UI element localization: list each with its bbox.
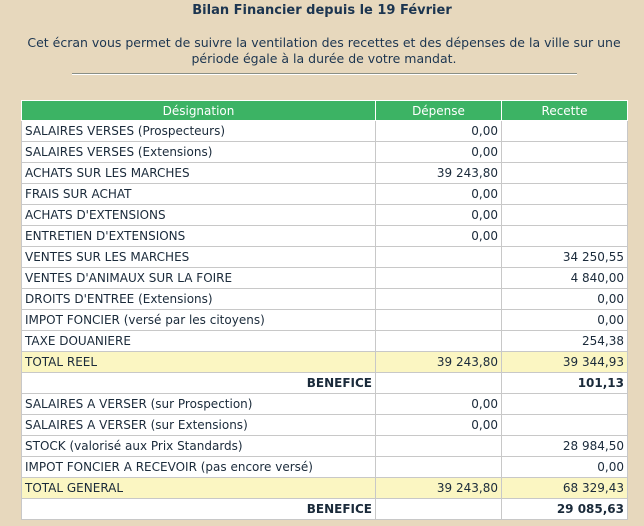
row-depense: 39 243,80 <box>376 478 502 499</box>
benefice-row <box>22 499 628 520</box>
row-recette <box>502 205 628 226</box>
row-label: IMPOT FONCIER (versé par les citoyens) <box>22 310 376 331</box>
row-depense <box>376 289 502 310</box>
row-label: VENTES D'ANIMAUX SUR LA FOIRE <box>22 268 376 289</box>
header-designation: Désignation <box>22 101 376 121</box>
table-row <box>22 226 628 247</box>
table-row <box>22 436 628 457</box>
table-row <box>22 205 628 226</box>
row-label: STOCK (valorisé aux Prix Standards) <box>22 436 376 457</box>
row-recette: 39 344,93 <box>502 352 628 373</box>
benefice-row <box>22 373 628 394</box>
row-label: SALAIRES A VERSER (sur Prospection) <box>22 394 376 415</box>
table-row <box>22 268 628 289</box>
row-label: TAXE DOUANIERE <box>22 331 376 352</box>
header-depense: Dépense <box>376 101 502 121</box>
row-label: SALAIRES VERSES (Prospecteurs) <box>22 121 376 142</box>
table-row <box>22 415 628 436</box>
total-general-row <box>22 478 628 499</box>
row-depense: 39 243,80 <box>376 163 502 184</box>
table-header-row <box>22 101 628 121</box>
row-label: ACHATS SUR LES MARCHES <box>22 163 376 184</box>
row-recette <box>502 226 628 247</box>
row-label: DROITS D'ENTREE (Extensions) <box>22 289 376 310</box>
row-depense: 0,00 <box>376 184 502 205</box>
table-row <box>22 331 628 352</box>
table-row <box>22 457 628 478</box>
table-row <box>22 163 628 184</box>
row-recette: 254,38 <box>502 331 628 352</box>
total-reel-row <box>22 352 628 373</box>
row-recette <box>502 184 628 205</box>
row-label: VENTES SUR LES MARCHES <box>22 247 376 268</box>
row-depense <box>376 310 502 331</box>
row-recette <box>502 142 628 163</box>
row-recette <box>502 163 628 184</box>
row-label: TOTAL REEL <box>22 352 376 373</box>
row-depense <box>376 268 502 289</box>
intro-line-1: Cet écran vous permet de suivre la ventilation des recettes et des dépenses de la ville sur une <box>27 35 621 50</box>
row-depense: 0,00 <box>376 226 502 247</box>
row-label: ENTRETIEN D'EXTENSIONS <box>22 226 376 247</box>
row-label: ACHATS D'EXTENSIONS <box>22 205 376 226</box>
row-label: SALAIRES A VERSER (sur Extensions) <box>22 415 376 436</box>
row-recette: 68 329,43 <box>502 478 628 499</box>
row-depense: 0,00 <box>376 121 502 142</box>
row-recette <box>502 394 628 415</box>
row-label: BENEFICE <box>22 499 376 520</box>
row-recette <box>502 415 628 436</box>
page-title: Bilan Financier depuis le 19 Février <box>192 3 452 18</box>
row-recette: 101,13 <box>502 373 628 394</box>
row-depense: 39 243,80 <box>376 352 502 373</box>
intro-line-2: période égale à la durée de votre mandat. <box>191 51 457 66</box>
financial-table <box>21 100 628 520</box>
row-depense <box>376 457 502 478</box>
table-row <box>22 184 628 205</box>
row-recette: 0,00 <box>502 289 628 310</box>
table-row <box>22 121 628 142</box>
row-depense: 0,00 <box>376 142 502 163</box>
row-depense: 0,00 <box>376 205 502 226</box>
row-label: SALAIRES VERSES (Extensions) <box>22 142 376 163</box>
row-recette <box>502 121 628 142</box>
table-row <box>22 310 628 331</box>
table-row <box>22 247 628 268</box>
row-label: IMPOT FONCIER A RECEVOIR (pas encore versé) <box>22 457 376 478</box>
row-recette: 4 840,00 <box>502 268 628 289</box>
row-depense <box>376 436 502 457</box>
row-depense <box>376 331 502 352</box>
row-depense <box>376 247 502 268</box>
divider <box>72 73 577 75</box>
table-row <box>22 289 628 310</box>
row-depense: 0,00 <box>376 394 502 415</box>
page-intro <box>4 35 644 67</box>
row-recette: 0,00 <box>502 457 628 478</box>
row-depense <box>376 499 502 520</box>
row-depense <box>376 373 502 394</box>
header-recette: Recette <box>502 101 628 121</box>
row-label: BENEFICE <box>22 373 376 394</box>
row-depense: 0,00 <box>376 415 502 436</box>
row-recette: 28 984,50 <box>502 436 628 457</box>
row-label: TOTAL GENERAL <box>22 478 376 499</box>
row-recette: 29 085,63 <box>502 499 628 520</box>
table-row <box>22 142 628 163</box>
row-label: FRAIS SUR ACHAT <box>22 184 376 205</box>
table-row <box>22 394 628 415</box>
row-recette: 34 250,55 <box>502 247 628 268</box>
row-recette: 0,00 <box>502 310 628 331</box>
